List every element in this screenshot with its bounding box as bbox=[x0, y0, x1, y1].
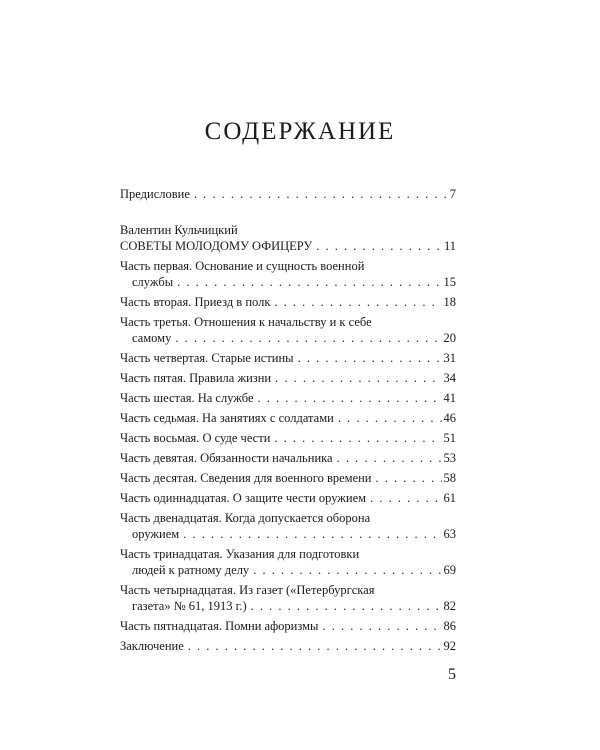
leader-dots bbox=[194, 186, 448, 202]
toc-entry-label-continuation: газета» № 61, 1913 г.) bbox=[132, 599, 247, 613]
toc-entry-page: 46 bbox=[443, 411, 456, 425]
page-title: СОДЕРЖАНИЕ bbox=[204, 118, 396, 145]
toc-entry-label: Заключение bbox=[120, 639, 184, 653]
toc-entry-label: Часть десятая. Сведения для военного времени bbox=[120, 471, 372, 485]
toc-entry-page: 61 bbox=[443, 491, 456, 505]
toc-entry-page: 51 bbox=[443, 431, 456, 445]
toc-entry-label-continuation: оружием bbox=[132, 527, 180, 541]
leader-dots bbox=[177, 274, 441, 290]
toc-entry-page: 86 bbox=[443, 619, 456, 633]
toc-entry-label: Часть одиннадцатая. О защите чести оружием bbox=[120, 491, 367, 505]
toc-entry-label: Часть третья. Отношения к начальству и к себе bbox=[120, 315, 372, 329]
toc-entry-label: Часть четвертая. Старые истины bbox=[120, 351, 294, 365]
toc-entry[interactable] bbox=[120, 350, 456, 366]
leader-dots bbox=[175, 330, 441, 346]
leader-dots bbox=[253, 562, 441, 578]
leader-dots bbox=[370, 490, 441, 506]
toc-entry-page: 92 bbox=[443, 639, 456, 653]
toc-entry-label-continuation: службы bbox=[132, 275, 174, 289]
toc-entry[interactable] bbox=[120, 450, 456, 466]
toc-entry[interactable] bbox=[120, 258, 456, 290]
leader-dots bbox=[251, 598, 442, 614]
toc-entry-label-continuation: людей к ратному делу bbox=[132, 563, 250, 577]
toc-entry[interactable] bbox=[120, 370, 456, 386]
toc-entry[interactable] bbox=[120, 510, 456, 542]
leader-dots bbox=[338, 410, 442, 426]
toc-entry[interactable] bbox=[120, 582, 456, 614]
leader-dots bbox=[298, 350, 442, 366]
toc-entry[interactable] bbox=[120, 618, 456, 634]
toc-entry-book[interactable] bbox=[120, 238, 456, 254]
leader-dots bbox=[274, 294, 441, 310]
toc-entry-label: СОВЕТЫ МОЛОДОМУ ОФИЦЕРУ bbox=[120, 239, 313, 253]
toc-entry-label: Часть седьмая. На занятиях с солдатами bbox=[120, 411, 334, 425]
toc-entry-label: Часть двенадцатая. Когда допускается оборона bbox=[120, 511, 371, 525]
toc-entry-page: 15 bbox=[443, 275, 456, 289]
leader-dots bbox=[322, 618, 441, 634]
toc-entry[interactable] bbox=[120, 546, 456, 578]
toc-entry[interactable] bbox=[120, 294, 456, 310]
page-number: 5 bbox=[448, 666, 456, 683]
toc-entry-page: 69 bbox=[443, 563, 456, 577]
toc-entry-label: Часть вторая. Приезд в полк bbox=[120, 295, 271, 309]
toc-entry-page: 41 bbox=[443, 391, 456, 405]
leader-dots bbox=[376, 470, 442, 486]
author-name: Валентин Кульчицкий bbox=[120, 223, 238, 237]
toc-entry[interactable] bbox=[120, 470, 456, 486]
toc-entry-page: 7 bbox=[449, 187, 456, 201]
toc-entry-page: 53 bbox=[443, 451, 456, 465]
leader-dots bbox=[337, 450, 442, 466]
toc-entry-label: Часть восьмая. О суде чести bbox=[120, 431, 271, 445]
leader-dots bbox=[188, 638, 442, 654]
toc-entry-label: Часть пятнадцатая. Помни афоризмы bbox=[120, 619, 319, 633]
toc-entry-page: 82 bbox=[443, 599, 456, 613]
toc-entry-page: 11 bbox=[443, 239, 456, 253]
toc-entry[interactable] bbox=[120, 314, 456, 346]
leader-dots bbox=[258, 390, 442, 406]
toc-entry-preface[interactable] bbox=[120, 186, 456, 202]
toc-entry-page: 20 bbox=[443, 331, 456, 345]
toc-entry[interactable] bbox=[120, 410, 456, 426]
toc-entry-label: Предисловие bbox=[120, 187, 190, 201]
toc-entry-page: 31 bbox=[443, 351, 456, 365]
toc-entry-label: Часть шестая. На службе bbox=[120, 391, 254, 405]
leader-dots bbox=[316, 238, 442, 254]
toc-entry-label: Часть девятая. Обязанности начальника bbox=[120, 451, 333, 465]
leader-dots bbox=[274, 430, 441, 446]
toc-entry[interactable] bbox=[120, 390, 456, 406]
leader-dots bbox=[275, 370, 441, 386]
toc-entry-page: 34 bbox=[443, 371, 456, 385]
toc-entry-page: 63 bbox=[443, 527, 456, 541]
toc-entry[interactable] bbox=[120, 430, 456, 446]
toc-entry[interactable] bbox=[120, 490, 456, 506]
toc-entry-label: Часть первая. Основание и сущность военной bbox=[120, 259, 365, 273]
toc-entry-conclusion[interactable] bbox=[120, 638, 456, 654]
toc-entry-label: Часть четырнадцатая. Из газет («Петербургская bbox=[120, 583, 375, 597]
toc-entry-label-continuation: самому bbox=[132, 331, 172, 345]
toc-entry-page: 58 bbox=[443, 471, 456, 485]
toc-entry-page: 18 bbox=[443, 295, 456, 309]
toc-entry-label: Часть пятая. Правила жизни bbox=[120, 371, 272, 385]
leader-dots bbox=[183, 526, 441, 542]
toc-entry-label: Часть тринадцатая. Указания для подготовки bbox=[120, 547, 360, 561]
table-of-contents bbox=[120, 186, 456, 654]
